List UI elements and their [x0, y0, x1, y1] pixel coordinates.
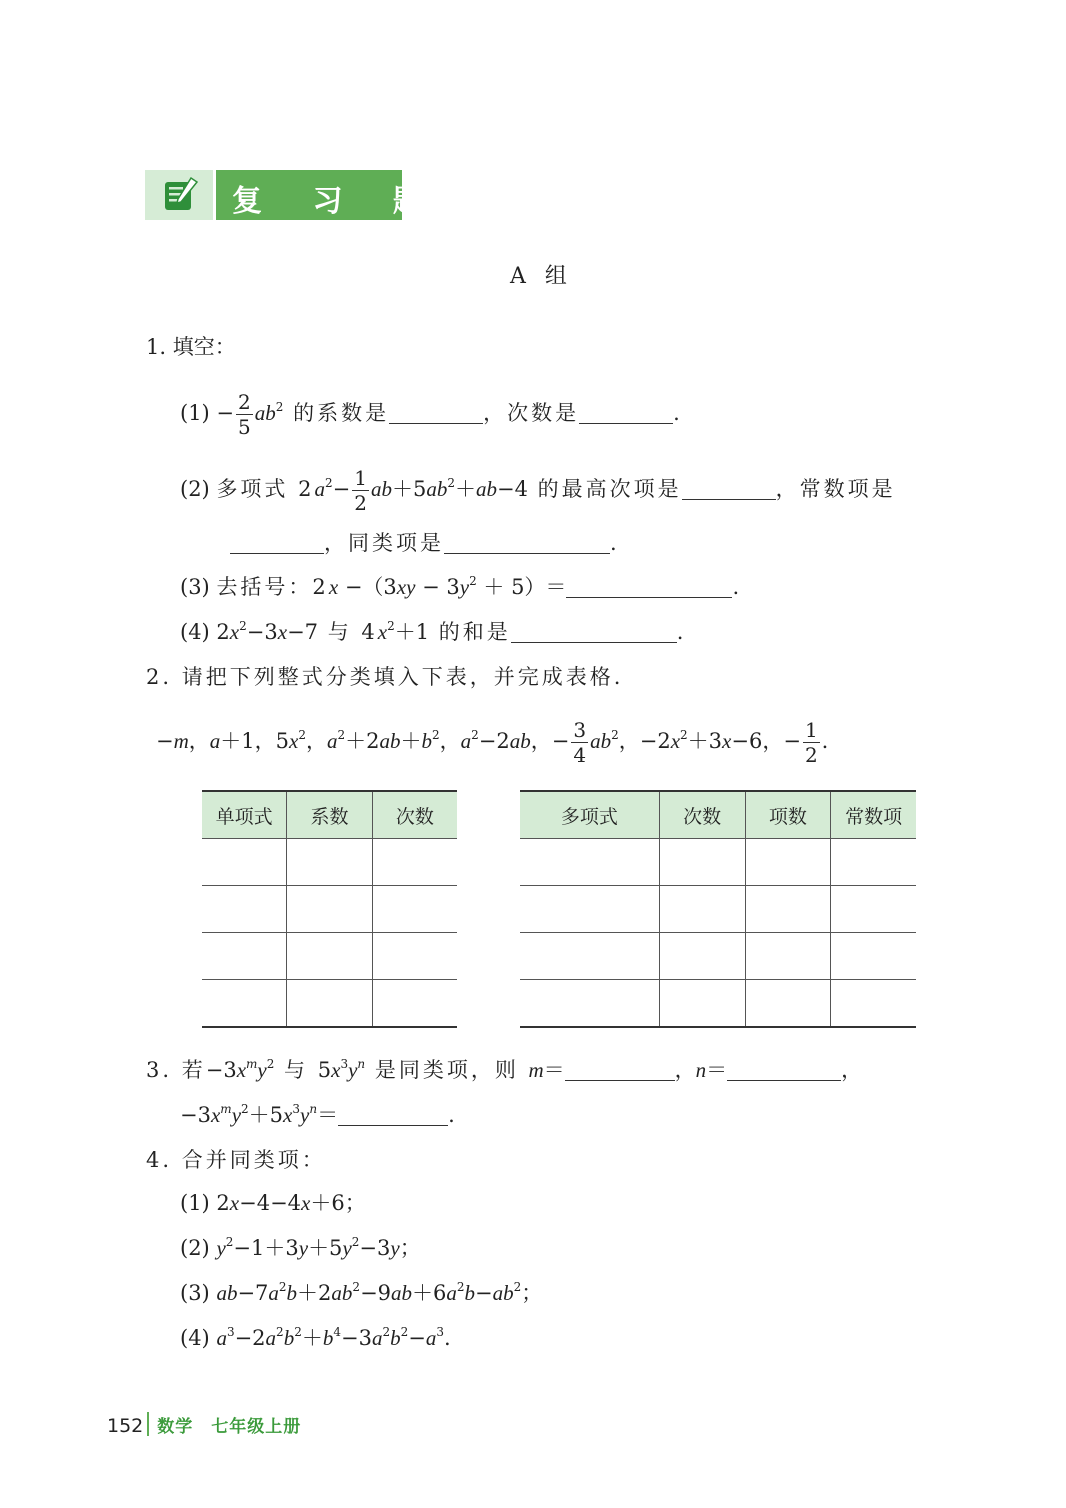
table-cell[interactable]: [745, 933, 831, 980]
table-row: [520, 933, 916, 980]
period: .: [732, 575, 740, 599]
table-cell[interactable]: [831, 933, 916, 980]
table-cell[interactable]: [831, 980, 916, 1028]
table-row: [520, 980, 916, 1028]
frac-den: 2: [354, 491, 367, 515]
table-cell[interactable]: [520, 839, 659, 886]
table-cell[interactable]: [202, 933, 287, 980]
q1-p4-text2: 的和是: [429, 620, 511, 644]
table-cell[interactable]: [659, 980, 745, 1028]
q1-p1-text1: 的系数是: [283, 401, 390, 425]
table-row: [202, 886, 457, 933]
table-cell[interactable]: [202, 839, 287, 886]
q3-line1: 3. 若$-3x^my^2$ 与 $5x^3y^n$ 是同类项，则 m＝ ，n＝ ，: [146, 1057, 863, 1082]
table-cell[interactable]: [202, 886, 287, 933]
table-cell[interactable]: [372, 886, 457, 933]
table-cell[interactable]: [287, 980, 372, 1028]
q4-part3: (3) $ab-7a^2b+2ab^2-9ab+6a^2b-ab^2$；: [180, 1280, 543, 1305]
q4-lead: 4. 合并同类项：: [146, 1148, 326, 1172]
q1-p2-text0: 多项式 2: [216, 477, 315, 501]
section-title: 复 习 题: [232, 184, 443, 219]
q3-text2: 是同类项，则: [365, 1058, 529, 1082]
page-number: 152: [107, 1415, 144, 1437]
answer-blank[interactable]: [511, 620, 677, 643]
period: .: [448, 1103, 455, 1127]
answer-blank[interactable]: [230, 531, 324, 554]
q1-part2: (2) 多项式 $2a^2-$ $\frac{1}{2}$ $ab+5ab^2+ab-4$ 的最高次项是 ，常数项是: [180, 466, 896, 515]
table-header: 次数: [659, 791, 745, 839]
table-cell[interactable]: [659, 839, 745, 886]
table-cell[interactable]: [520, 980, 659, 1028]
page-footer: [107, 1412, 301, 1437]
table-row: [520, 839, 916, 886]
q1-p1-num: (1): [180, 401, 210, 425]
period: .: [673, 401, 680, 425]
q1-p1-fraction: [236, 392, 253, 437]
answer-blank[interactable]: [338, 1103, 448, 1126]
frac-den: 2: [804, 743, 818, 767]
q1-p2-fraction: [352, 468, 369, 513]
period: .: [676, 620, 684, 644]
answer-blank-n[interactable]: [727, 1058, 841, 1081]
q1-p2-text3: ，同类项是: [324, 531, 444, 555]
table-row: [520, 886, 916, 933]
q4-p4-num: (4): [180, 1326, 210, 1350]
period: .: [610, 531, 617, 555]
table-cell[interactable]: [745, 980, 831, 1028]
table-cell[interactable]: [831, 839, 916, 886]
table-cell[interactable]: [659, 886, 745, 933]
table-cell[interactable]: [520, 933, 659, 980]
q1-p1-text2: ，次数是: [483, 401, 580, 425]
table-cell[interactable]: [372, 933, 457, 980]
table-cell[interactable]: [372, 839, 457, 886]
table-header: 项数: [745, 791, 831, 839]
frac-num: 2: [238, 390, 251, 414]
frac-num: 1: [804, 718, 818, 742]
table-header: 多项式: [520, 791, 659, 839]
q1-p3-text0: 去括号：2: [216, 575, 329, 599]
frac-den: 5: [238, 415, 251, 439]
table-cell[interactable]: [745, 886, 831, 933]
q4-p1-num: (1): [180, 1191, 210, 1215]
monomial-table: [202, 790, 457, 1028]
table-header: 次数: [372, 791, 457, 839]
table-cell[interactable]: [202, 980, 287, 1028]
table-cell[interactable]: [745, 839, 831, 886]
pencil-note-icon: [145, 170, 213, 220]
q2-expression-list: −m，a＋1，$5x^2$，$a^2+2ab+b^2$，$a^2-2ab$，− $\frac{3}{4}$ $ab^2$，$-2x^2+3x-6$，− $\frac{1}{2}$ .: [156, 718, 829, 767]
frac-num: 1: [354, 466, 367, 490]
q1-p2-text1: 的最高次项是: [527, 477, 682, 501]
table-cell[interactable]: [287, 839, 372, 886]
table-row: [202, 839, 457, 886]
table-cell[interactable]: [372, 980, 457, 1028]
q4-part1: (1) 2x−4−4x＋6；: [180, 1191, 366, 1215]
q1-p3-num: (3): [180, 575, 210, 599]
polynomial-table: [520, 790, 916, 1028]
table-cell[interactable]: [659, 933, 745, 980]
answer-blank[interactable]: [579, 401, 673, 424]
q3-line2: $-3x^my^2+5x^3y^n=$ .: [180, 1102, 455, 1127]
q2-lead: 2. 请把下列整式分类填入下表，并完成表格.: [146, 665, 624, 689]
q1-p4-num: (4): [180, 620, 210, 644]
table-header: 单项式: [202, 791, 287, 839]
q1-lead: 1. 填空：: [146, 335, 236, 359]
group-title: A 组: [510, 264, 573, 289]
q1-p4-text1: 与 4: [318, 620, 378, 644]
frac-den: 4: [573, 743, 587, 767]
q1-part3: (3) 去括号：$2x -(3xy - 3y^2 + 5)=$ .: [180, 574, 740, 599]
answer-blank[interactable]: [389, 401, 483, 424]
table-cell[interactable]: [287, 886, 372, 933]
answer-blank[interactable]: [682, 477, 776, 500]
table-row: [202, 980, 457, 1028]
table-cell[interactable]: [520, 886, 659, 933]
q3-text1: 与: [274, 1058, 318, 1082]
q1-part1: (1) − $\frac{2}{5}$ $ab^2$ 的系数是 ，次数是 .: [180, 390, 680, 439]
table-header: 系数: [287, 791, 372, 839]
footer-divider: [147, 1412, 149, 1436]
frac-num: 3: [573, 718, 587, 742]
q4-p2-num: (2): [180, 1236, 210, 1260]
table-row: [202, 933, 457, 980]
q1-p2-num: (2): [180, 477, 210, 501]
answer-blank[interactable]: [566, 575, 732, 598]
q4-part2: (2) $y^2-1+3y+5y^2-3y$；: [180, 1235, 421, 1260]
table-cell[interactable]: [287, 933, 372, 980]
q1-p2-text2: ，常数项是: [775, 477, 896, 501]
banner-icon-box: [145, 170, 213, 220]
table-header: 常数项: [831, 791, 916, 839]
answer-blank[interactable]: [444, 531, 610, 554]
answer-blank-m[interactable]: [565, 1058, 675, 1081]
q2-fraction-2: [803, 720, 820, 765]
q4-part4: (4) $a^3-2a^2b^2+b^4-3a^2b^2-a^3$.: [180, 1325, 451, 1350]
q1-part2-cont: [230, 528, 617, 558]
q3-lead: 3. 若: [146, 1058, 206, 1082]
q1-part4: (4) $2x^2-3x-7$ 与 $4x^2+1$ 的和是 .: [180, 619, 684, 644]
book-title: 数学 七年级上册: [157, 1417, 302, 1437]
q2-fraction-1: [571, 720, 588, 765]
table-cell[interactable]: [831, 886, 916, 933]
q4-p3-num: (3): [180, 1281, 210, 1305]
